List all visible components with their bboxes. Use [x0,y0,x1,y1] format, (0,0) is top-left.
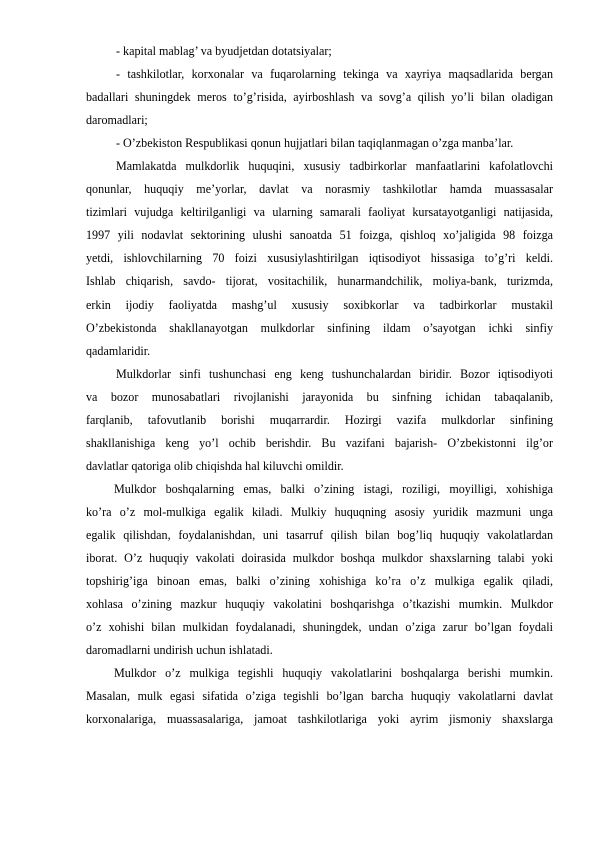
text-line: qonunlar, huquqiy me’yorlar, davlat va norasmiy tashkilotlar hamda muassasalar [86,182,553,197]
text-line: iborat. O’z huquqiy vakolati doirasida mulkdor boshqa mulkdor shaxslarning talabi yoki [86,551,553,566]
text-line: daromadlari; [86,113,148,128]
text-line: davlatlar qatoriga olib chiqishda hal kiluvchi omildir. [86,458,344,473]
text-line: O’zbekistonda shakllanayotgan mulkdorlar sinfining ildam o’sayotgan ichki sinfiy [86,320,553,335]
text-line: xohlasa o’zining mazkur huquqiy vakolatini boshqarishga o’tkazishi mumkin. Mulkdor [86,597,553,612]
paragraph-first-line: Mulkdor boshqalarning emas, balki o’zining istagi, roziligi, moyilligi, xohishiga [114,481,553,496]
text-line: daromadlarni undirish uchun ishlatadi. [86,643,273,658]
text-line: farqlanib, tafovutlanib borishi muqarrardir. Hozirgi vazifa mulkdorlar sinfining [86,412,553,427]
text-line: ko’ra o’z mol-mulkiga egalik kiladi. Mulkiy huquqning asosiy yuridik mazmuni unga [86,504,553,519]
text-line: va bozor munosabatlari rivojlanishi jarayonida bu sinfning ichidan tabaqalanib, [86,389,553,404]
bullet-line: - tashkilotlar, korxonalar va fuqarolarning tekinga va xayriya maqsadlarida bergan [116,67,553,82]
text-line: shakllanishiga keng yo’l ochib berishdir. Bu vazifani bajarish- O’zbekistonni ilg’or [86,435,553,450]
text-line: yetdi, ishlovchilarning 70 foizi xususiylashtirilgan iqtisodiyot hissasiga to’g’ri keldi. [86,251,553,266]
paragraph-first-line: Mamlakatda mulkdorlik huquqini, xususiy tadbirkorlar manfaatlarini kafolatlovchi [116,159,553,174]
bullet-line: - kapital mablag’ va byudjetdan dotatsiyalar; [116,44,332,58]
text-line: qadamlaridir. [86,343,151,358]
paragraph-first-line: Mulkdorlar sinfi tushunchasi eng keng tushunchalardan biridir. Bozor iqtisodiyoti [116,366,553,381]
text-line: 1997 yili nodavlat sektorining ulushi sanoatda 51 foizga, qishloq xo’jaligida 98 foizga [86,228,553,243]
text-line: badallari shuningdek meros to’g’risida, ayirboshlash va sovg’a qilish yo’li bilan oladigan [86,90,553,105]
document-page [86,40,553,731]
bullet-line: - O’zbekiston Respublikasi qonun hujjatlari bilan taqiqlanmagan o’zga manba’lar. [116,136,514,151]
text-line: Masalan, mulk egasi sifatida o’ziga tegishli bo’lgan barcha huquqiy vakolatlarni davlat [86,689,553,704]
text-line: erkin ijodiy faoliyatda mashg’ul xususiy soxibkorlar va tadbirkorlar mustakil [86,297,553,312]
text-line: tizimlari vujudga keltirilganligi va ularning samarali faoliyat kursatayotganligi natijasida, [86,205,553,220]
text-line: korxonalariga, muassasalariga, jamoat tashkilotlariga yoki ayrim jismoniy shaxslarga [86,712,553,727]
paragraph-first-line: Mulkdor o’z mulkiga tegishli huquqiy vakolatlarini boshqalarga berishi mumkin. [114,666,553,681]
text-line: egalik qilishdan, foydalanishdan, uni tasarruf qilish bilan bog’liq huquqiy vakolatlardan [86,527,553,542]
text-line: o’z xohishi bilan mulkidan foydalanadi, shuningdek, undan o’ziga zarur bo’lgan foydali [86,620,553,635]
text-line: topshirig’iga binoan emas, balki o’zining xohishiga ko’ra o’z mulkiga egalik qiladi, [86,574,553,589]
text-line: Ishlab chiqarish, savdo- tijorat, vositachilik, hunarmandchilik, moliya-bank, turizmda, [86,274,553,289]
